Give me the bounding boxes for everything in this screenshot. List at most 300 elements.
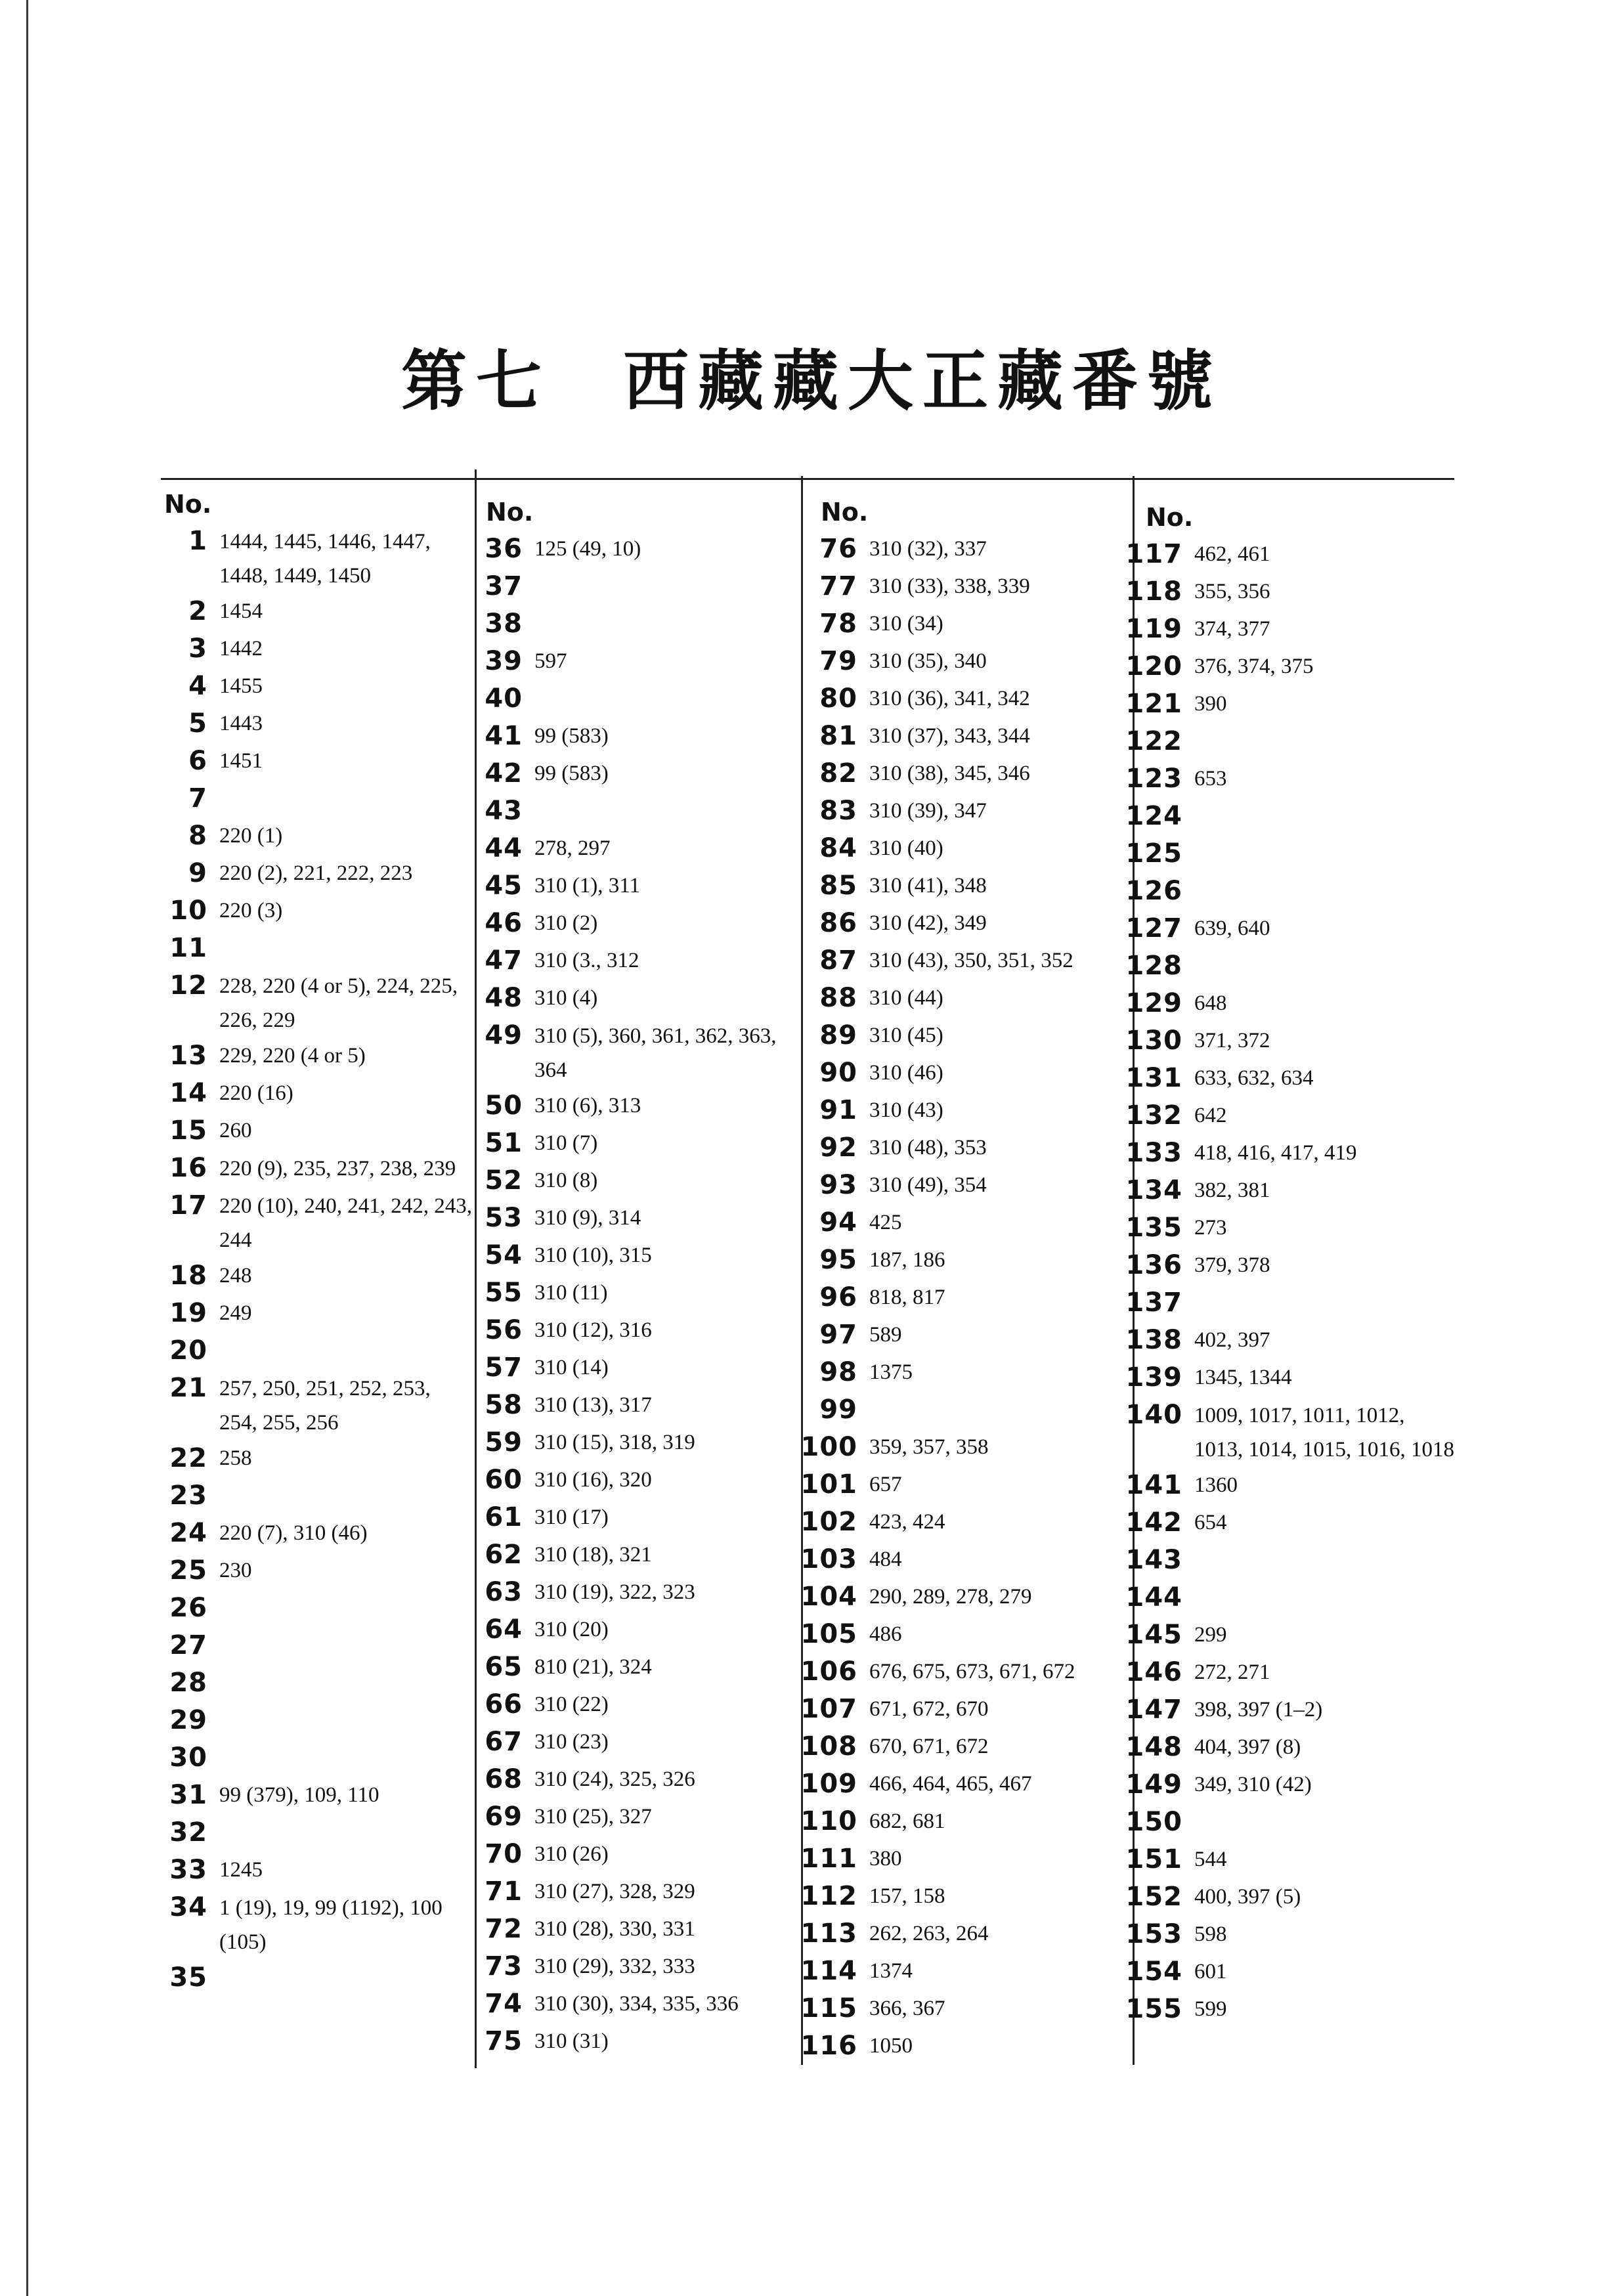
entry-references: 310 (16), 320: [534, 1468, 652, 1492]
entry-references: 310 (26): [534, 1842, 609, 1866]
entry-number: 7: [188, 783, 207, 813]
entry-references: 398, 397 (1–2): [1194, 1698, 1323, 1722]
entry-number: 119: [1125, 614, 1182, 644]
index-entry: [794, 1092, 1123, 1129]
index-entry: [1119, 1172, 1454, 1209]
index-entry: [794, 1616, 1123, 1653]
entry-number: 13: [169, 1041, 207, 1071]
entry-number: 46: [485, 908, 523, 938]
index-entry: [460, 1574, 788, 1611]
index-entry: [144, 780, 473, 817]
entry-references: 366, 367: [869, 1997, 945, 2020]
entry-references: 310 (40): [869, 836, 943, 860]
entry-number: 12: [169, 970, 207, 1001]
entry-number: 72: [485, 1914, 523, 1944]
entry-number: 39: [485, 646, 523, 676]
index-entry: [144, 1477, 473, 1515]
index-entry: [794, 718, 1123, 755]
entry-number: 151: [1125, 1844, 1182, 1874]
index-entry: [794, 942, 1123, 980]
entry-number: 28: [169, 1668, 207, 1698]
entry-references: 310 (11): [534, 1281, 608, 1305]
entry-number: 106: [800, 1657, 857, 1687]
entry-number: 110: [800, 1806, 857, 1836]
entry-references: 273: [1194, 1216, 1227, 1240]
index-entry: [144, 1332, 473, 1370]
entry-references: 400, 397 (5): [1194, 1885, 1301, 1909]
index-entry: [1119, 1135, 1454, 1172]
index-entry: [460, 1611, 788, 1649]
index-entry: [1119, 1804, 1454, 1841]
entry-references: 220 (7), 310 (46): [219, 1521, 368, 1545]
entry-number: 54: [485, 1240, 523, 1270]
entry-number: 81: [819, 721, 857, 751]
index-entry: [794, 1915, 1123, 1953]
entry-number: 58: [485, 1390, 523, 1420]
index-entry: [144, 1959, 473, 1997]
index-entry: [794, 1840, 1123, 1878]
entry-number: 79: [819, 646, 857, 676]
index-entry: [460, 1312, 788, 1349]
index-entry: [144, 1889, 473, 1959]
entry-references: 425: [869, 1211, 902, 1234]
index-entry: [1119, 723, 1454, 760]
entry-references: 671, 672, 670: [869, 1697, 989, 1721]
index-entry: [460, 1424, 788, 1462]
entry-number: 121: [1125, 689, 1182, 719]
entry-number: 142: [1125, 1507, 1182, 1538]
entry-number: 101: [800, 1469, 857, 1500]
entry-number: 123: [1125, 764, 1182, 794]
entry-references: 310 (30), 334, 335, 336: [534, 1992, 739, 2016]
entry-references: 359, 357, 358: [869, 1435, 989, 1459]
entry-references: 220 (10), 240, 241, 242, 243, 244: [219, 1194, 472, 1252]
entry-number: 52: [485, 1165, 523, 1196]
index-entry: [1119, 1841, 1454, 1878]
entry-references: 220 (2), 221, 222, 223: [219, 861, 413, 885]
index-entry: [460, 1087, 788, 1125]
entry-references: 260: [219, 1119, 252, 1142]
index-entry: [1119, 1691, 1454, 1729]
entry-references: 157, 158: [869, 1884, 945, 1908]
entry-number: 49: [485, 1020, 523, 1051]
entry-references: 310 (43): [869, 1098, 943, 1122]
entry-number: 115: [800, 1993, 857, 2024]
entry-references: 404, 397 (8): [1194, 1735, 1301, 1759]
entry-references: 310 (20): [534, 1618, 609, 1641]
index-entry: [1119, 1729, 1454, 1766]
entry-references: 1245: [219, 1858, 263, 1882]
entry-number: 34: [169, 1892, 207, 1922]
index-entry: [460, 792, 788, 830]
index-entry: [1119, 1616, 1454, 1654]
entry-references: 310 (35), 340: [869, 649, 987, 673]
entry-references: 1455: [219, 674, 263, 698]
entry-references: 380: [869, 1847, 902, 1871]
index-entry: [144, 1150, 473, 1187]
entry-references: 633, 632, 634: [1194, 1066, 1314, 1090]
index-column-4: [1119, 486, 1454, 2028]
index-entry: [144, 1627, 473, 1664]
entry-references: 99 (583): [534, 762, 609, 785]
index-entry: [794, 643, 1123, 680]
entry-references: 310 (42), 349: [869, 911, 987, 935]
entry-number: 3: [188, 634, 207, 664]
entry-references: 220 (3): [219, 899, 283, 922]
index-entry: [144, 1370, 473, 1440]
entry-number: 128: [1125, 951, 1182, 981]
index-entry: [460, 605, 788, 643]
index-entry: [1119, 910, 1454, 947]
index-entry: [144, 1664, 473, 1702]
index-entry: [144, 1702, 473, 1739]
entry-number: 11: [169, 933, 207, 963]
entry-number: 50: [485, 1091, 523, 1121]
index-entry: [794, 1878, 1123, 1915]
entry-references: 349, 310 (42): [1194, 1773, 1312, 1796]
entry-number: 120: [1125, 651, 1182, 682]
entry-number: 76: [819, 534, 857, 564]
index-entry: [460, 1017, 788, 1087]
index-entry: [460, 1985, 788, 2023]
index-entry: [794, 531, 1123, 568]
index-entry: [794, 1653, 1123, 1691]
index-entry: [1119, 1397, 1454, 1467]
index-entry: [460, 1873, 788, 1911]
index-entry: [144, 1257, 473, 1295]
index-column-1: [144, 486, 473, 1997]
index-entry: [144, 630, 473, 668]
entry-number: 55: [485, 1278, 523, 1308]
entry-references: 310 (19), 322, 323: [534, 1580, 695, 1604]
entry-number: 155: [1125, 1994, 1182, 2024]
entry-references: 310 (27), 328, 329: [534, 1880, 695, 1903]
title-part-2: 西藏藏大正藏番號: [623, 342, 1222, 420]
entry-number: 70: [485, 1839, 523, 1869]
entry-references: 258: [219, 1446, 252, 1470]
index-entry: [794, 1803, 1123, 1840]
column-header-no: No.: [821, 498, 869, 527]
entry-number: 37: [485, 571, 523, 601]
entry-references: 125 (49, 10): [534, 537, 641, 561]
entry-number: 16: [169, 1153, 207, 1183]
entry-number: 68: [485, 1764, 523, 1794]
entry-number: 25: [169, 1555, 207, 1586]
index-entry: [144, 817, 473, 855]
entry-references: 657: [869, 1473, 902, 1496]
index-entry: [144, 1777, 473, 1814]
entry-number: 33: [169, 1855, 207, 1885]
entry-number: 51: [485, 1128, 523, 1158]
entry-references: 376, 374, 375: [1194, 655, 1314, 678]
entry-number: 132: [1125, 1100, 1182, 1131]
index-entry: [1119, 1579, 1454, 1616]
index-entry: [794, 1429, 1123, 1466]
entry-number: 60: [485, 1465, 523, 1495]
entry-references: 310 (38), 345, 346: [869, 762, 1030, 785]
entry-references: 310 (15), 318, 319: [534, 1431, 695, 1454]
entry-references: 466, 464, 465, 467: [869, 1772, 1032, 1796]
entry-number: 67: [485, 1727, 523, 1757]
index-entry: [794, 1316, 1123, 1354]
index-entry: [794, 1167, 1123, 1204]
entry-references: 310 (39), 347: [869, 799, 987, 823]
index-entry: [1119, 1060, 1454, 1097]
index-entry: [460, 1836, 788, 1873]
entry-number: 137: [1125, 1288, 1182, 1318]
index-entry: [794, 1541, 1123, 1578]
index-entry: [144, 1440, 473, 1477]
index-entry: [144, 1075, 473, 1112]
entry-references: 310 (41), 348: [869, 874, 987, 898]
entry-number: 143: [1125, 1545, 1182, 1575]
entry-references: 228, 220 (4 or 5), 224, 225, 226, 229: [219, 974, 458, 1032]
entry-references: 310 (8): [534, 1169, 598, 1192]
index-entry: [144, 1037, 473, 1075]
index-entry: [460, 1911, 788, 1948]
entry-number: 61: [485, 1502, 523, 1532]
entry-number: 38: [485, 609, 523, 639]
index-entry: [794, 1279, 1123, 1316]
entry-number: 80: [819, 683, 857, 714]
index-entry: [460, 905, 788, 942]
index-entry: [1119, 1247, 1454, 1284]
index-entry: [794, 755, 1123, 792]
index-entry: [1119, 536, 1454, 573]
entry-number: 23: [169, 1481, 207, 1511]
entry-number: 134: [1125, 1175, 1182, 1205]
entry-number: 87: [819, 945, 857, 976]
index-entry: [460, 1162, 788, 1200]
entry-references: 390: [1194, 692, 1227, 716]
index-entry: [1119, 1097, 1454, 1135]
entry-references: 1454: [219, 599, 263, 623]
entry-number: 18: [169, 1261, 207, 1291]
entry-number: 92: [819, 1133, 857, 1163]
index-entry: [794, 1691, 1123, 1728]
entry-number: 36: [485, 534, 523, 564]
entry-number: 107: [800, 1694, 857, 1724]
entry-references: 379, 378: [1194, 1253, 1270, 1277]
entry-number: 152: [1125, 1882, 1182, 1912]
index-entry: [794, 980, 1123, 1017]
index-entry: [460, 1761, 788, 1798]
index-entry: [794, 680, 1123, 718]
index-entry: [460, 1237, 788, 1274]
index-entry: [794, 1354, 1123, 1391]
index-entry: [144, 705, 473, 743]
entry-number: 15: [169, 1116, 207, 1146]
entry-references: 310 (25), 327: [534, 1805, 652, 1829]
index-entry: [144, 1187, 473, 1257]
index-entry: [794, 1129, 1123, 1167]
entry-references: 1050: [869, 2034, 913, 2058]
entry-references: 639, 640: [1194, 917, 1270, 940]
entry-number: 74: [485, 1989, 523, 2019]
index-entry: [1119, 648, 1454, 685]
entry-references: 310 (5), 360, 361, 362, 363, 364: [534, 1024, 777, 1082]
index-entry: [1119, 1467, 1454, 1504]
entry-number: 130: [1125, 1026, 1182, 1056]
entry-number: 129: [1125, 988, 1182, 1018]
entry-references: 810 (21), 324: [534, 1655, 652, 1679]
column-header-no: No.: [486, 498, 534, 527]
index-entry: [1119, 611, 1454, 648]
entry-number: 104: [800, 1582, 857, 1612]
entry-number: 105: [800, 1619, 857, 1649]
entry-number: 149: [1125, 1769, 1182, 1800]
entry-number: 138: [1125, 1325, 1182, 1355]
entry-references: 1009, 1017, 1011, 1012, 1013, 1014, 1015, 1016, 1018: [1194, 1404, 1454, 1462]
entry-references: 310 (36), 341, 342: [869, 687, 1030, 710]
entry-references: 310 (28), 330, 331: [534, 1917, 695, 1941]
index-entry: [794, 792, 1123, 830]
entry-number: 117: [1125, 539, 1182, 569]
entry-number: 62: [485, 1540, 523, 1570]
index-entry: [144, 523, 473, 593]
entry-references: 371, 372: [1194, 1029, 1270, 1052]
entry-number: 71: [485, 1876, 523, 1907]
entry-number: 86: [819, 908, 857, 938]
entry-references: 99 (583): [534, 724, 609, 748]
entry-references: 290, 289, 278, 279: [869, 1585, 1032, 1609]
entry-references: 310 (24), 325, 326: [534, 1767, 695, 1791]
entry-references: 1444, 1445, 1446, 1447, 1448, 1449, 1450: [219, 530, 431, 588]
index-entry: [460, 1387, 788, 1424]
index-entry: [460, 718, 788, 755]
entry-references: 648: [1194, 991, 1227, 1015]
index-entry: [1119, 1991, 1454, 2028]
entry-references: 310 (22): [534, 1693, 609, 1716]
index-entry: [144, 743, 473, 780]
entry-references: 220 (1): [219, 824, 283, 848]
entry-number: 32: [169, 1817, 207, 1848]
entry-number: 140: [1125, 1400, 1182, 1430]
entry-references: 484: [869, 1548, 902, 1571]
entry-references: 262, 263, 264: [869, 1922, 989, 1945]
entry-number: 139: [1125, 1362, 1182, 1393]
index-entry: [144, 1552, 473, 1590]
entry-number: 42: [485, 758, 523, 789]
entry-references: 310 (1), 311: [534, 874, 641, 898]
entry-number: 124: [1125, 801, 1182, 831]
entry-references: 310 (46): [869, 1061, 943, 1085]
index-entry: [460, 1723, 788, 1761]
entry-number: 95: [819, 1245, 857, 1275]
index-entry: [794, 867, 1123, 905]
index-entry: [1119, 685, 1454, 723]
entry-number: 40: [485, 683, 523, 714]
entry-number: 141: [1125, 1470, 1182, 1500]
entry-number: 21: [169, 1373, 207, 1403]
entry-number: 41: [485, 721, 523, 751]
index-entry: [144, 1515, 473, 1552]
index-entry: [460, 1686, 788, 1723]
entry-references: 310 (6), 313: [534, 1094, 641, 1117]
index-entry: [794, 1578, 1123, 1616]
index-entry: [1119, 1916, 1454, 1953]
index-entry: [144, 1852, 473, 1889]
entry-number: 35: [169, 1962, 207, 1993]
index-entry: [460, 643, 788, 680]
entry-references: 310 (31): [534, 2029, 609, 2053]
entry-number: 125: [1125, 838, 1182, 869]
entry-references: 1360: [1194, 1473, 1238, 1497]
index-entry: [460, 1462, 788, 1499]
entry-number: 118: [1125, 576, 1182, 607]
entry-number: 59: [485, 1427, 523, 1458]
entry-number: 26: [169, 1593, 207, 1623]
index-entry: [460, 531, 788, 568]
header-rule: [161, 478, 1454, 480]
index-entry: [794, 1204, 1123, 1242]
index-entry: [794, 1953, 1123, 1990]
entry-references: 220 (16): [219, 1081, 293, 1105]
entry-references: 310 (32), 337: [869, 537, 987, 561]
entry-number: 136: [1125, 1250, 1182, 1280]
index-entry: [1119, 1654, 1454, 1691]
entry-number: 89: [819, 1020, 857, 1051]
column-header-no: No.: [164, 490, 212, 519]
entry-references: 598: [1194, 1922, 1227, 1946]
index-entry: [144, 892, 473, 930]
entry-number: 78: [819, 609, 857, 639]
entry-number: 10: [169, 896, 207, 926]
entry-references: 1374: [869, 1959, 913, 1983]
entry-references: 597: [534, 649, 567, 673]
entry-number: 114: [800, 1956, 857, 1986]
entry-number: 94: [819, 1207, 857, 1238]
entry-number: 102: [800, 1507, 857, 1537]
entry-number: 14: [169, 1078, 207, 1108]
entry-references: 299: [1194, 1623, 1227, 1647]
index-entry: [460, 680, 788, 718]
index-entry: [460, 1948, 788, 1985]
index-entry: [460, 942, 788, 980]
entry-references: 310 (17): [534, 1505, 609, 1529]
index-entry: [144, 855, 473, 892]
entry-number: 96: [819, 1282, 857, 1312]
entry-number: 113: [800, 1918, 857, 1949]
index-entry: [794, 1466, 1123, 1504]
entry-number: 83: [819, 796, 857, 826]
entry-references: 310 (44): [869, 986, 943, 1010]
entry-references: 423, 424: [869, 1510, 945, 1534]
entry-number: 145: [1125, 1620, 1182, 1650]
entry-number: 17: [169, 1190, 207, 1221]
entry-number: 69: [485, 1802, 523, 1832]
entry-references: 486: [869, 1622, 902, 1646]
entry-references: 682, 681: [869, 1809, 945, 1833]
entry-number: 116: [800, 2031, 857, 2061]
entry-references: 310 (43), 350, 351, 352: [869, 949, 1073, 972]
entry-number: 88: [819, 983, 857, 1013]
entry-references: 248: [219, 1264, 252, 1288]
index-entry: [1119, 1359, 1454, 1397]
index-entry: [144, 593, 473, 630]
entry-number: 144: [1125, 1582, 1182, 1613]
entry-number: 90: [819, 1058, 857, 1088]
entry-references: 310 (48), 353: [869, 1136, 987, 1159]
index-entry: [460, 1649, 788, 1686]
entry-number: 103: [800, 1544, 857, 1574]
entry-references: 310 (9), 314: [534, 1206, 641, 1230]
entry-number: 85: [819, 871, 857, 901]
entry-references: 1443: [219, 712, 263, 735]
entry-references: 1451: [219, 749, 263, 773]
index-entry: [144, 967, 473, 1037]
entry-number: 82: [819, 758, 857, 789]
